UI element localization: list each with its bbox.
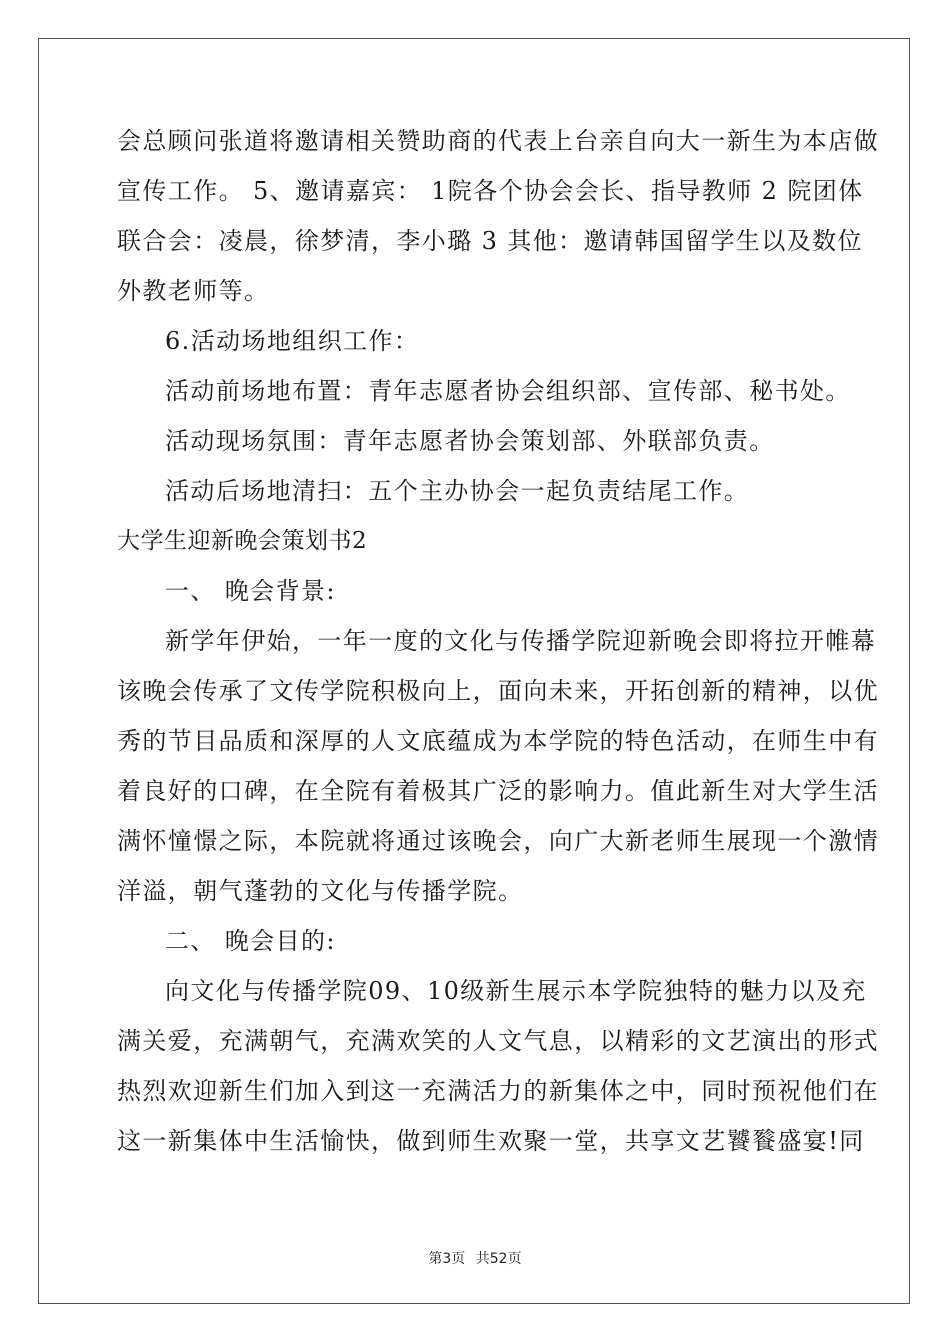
text-line: 外教老师等。 [117, 277, 270, 305]
page-number: 第3页 [428, 1251, 466, 1267]
section-heading: 二、 晚会目的: [165, 927, 336, 955]
text-line: 热烈欢迎新生们加入到这一充满活力的新集体之中，同时预祝他们在 [117, 1077, 879, 1105]
text-line: 活动前场地布置：青年志愿者协会组织部、宣传部、秘书处。 [165, 377, 851, 405]
text-line: 会总顾问张道将邀请相关赞助商的代表上台亲自向大一新生为本店做 [117, 127, 879, 155]
text-line: 该晚会传承了文传学院积极向上，面向未来，开拓创新的精神，以优 [117, 677, 879, 705]
text-line: 新学年伊始，一年一度的文化与传播学院迎新晚会即将拉开帷幕 [165, 627, 877, 655]
page-total: 共52页 [475, 1251, 522, 1267]
text-line: 秀的节目品质和深厚的人文底蕴成为本学院的特色活动，在师生中有 [117, 727, 879, 755]
text-line: 活动现场氛围：青年志愿者协会策划部、外联部负责。 [165, 427, 775, 455]
text-line: 这一新集体中生活愉快，做到师生欢聚一堂，共享文艺饕餮盛宴!同 [117, 1127, 865, 1155]
document-title: 大学生迎新晚会策划书2 [117, 528, 368, 554]
text-line: 着良好的口碑，在全院有着极其广泛的影响力。值此新生对大学生活 [117, 777, 879, 805]
text-line: 活动后场地清扫：五个主办协会一起负责结尾工作。 [165, 477, 750, 505]
text-line: 宣传工作。 5、邀请嘉宾： 1院各个协会会长、指导教师 2 院团体 [117, 177, 864, 205]
text-line: 洋溢，朝气蓬勃的文化与传播学院。 [117, 877, 524, 905]
text-line: 满关爱，充满朝气，充满欢笑的人文气息，以精彩的文艺演出的形式 [117, 1027, 879, 1055]
text-line: 满怀憧憬之际，本院就将通过该晚会，向广大新老师生展现一个激情 [117, 827, 879, 855]
section-heading: 一、 晚会背景: [165, 577, 336, 605]
text-line: 向文化与传播学院09、10级新生展示本学院独特的魅力以及充 [165, 977, 867, 1005]
section-heading: 6.活动场地组织工作： [165, 327, 420, 355]
text-line: 联合会：凌晨，徐梦清，李小璐 3 其他：邀请韩国留学生以及数位 [117, 227, 863, 255]
page-footer [0, 1248, 950, 1268]
